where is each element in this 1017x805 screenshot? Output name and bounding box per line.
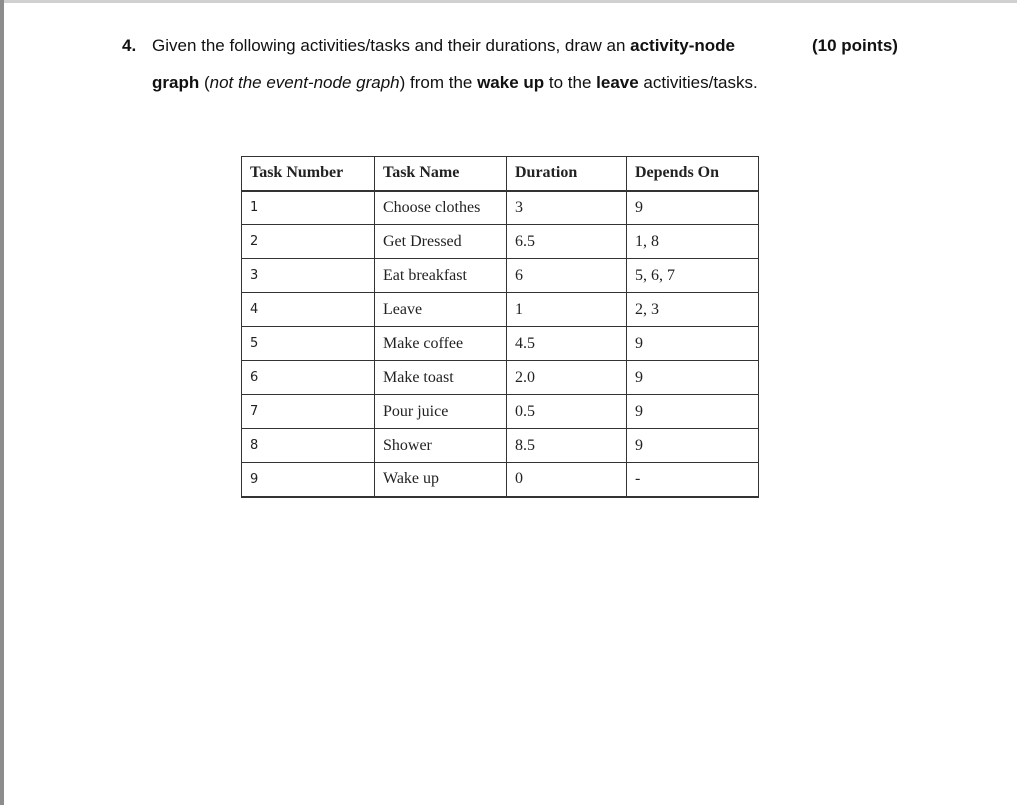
task-depends: 1, 8 xyxy=(627,225,759,259)
question-block xyxy=(122,33,922,107)
question-text-2 xyxy=(152,70,758,96)
table-row xyxy=(242,395,759,429)
task-number: 4 xyxy=(242,293,375,327)
task-duration: 3 xyxy=(507,191,627,225)
question-term-graph: graph xyxy=(152,73,200,92)
task-table xyxy=(241,156,759,498)
question-text-plain: ( xyxy=(199,73,210,92)
task-duration: 1 xyxy=(507,293,627,327)
page-left-border xyxy=(0,0,4,805)
task-duration: 8.5 xyxy=(507,429,627,463)
table-row xyxy=(242,361,759,395)
page-top-border xyxy=(0,0,1017,3)
task-depends: 9 xyxy=(627,191,759,225)
task-number: 6 xyxy=(242,361,375,395)
question-text-plain: activities/tasks. xyxy=(638,73,758,92)
task-depends: 9 xyxy=(627,429,759,463)
task-duration: 0.5 xyxy=(507,395,627,429)
task-name: Get Dressed xyxy=(375,225,507,259)
task-name: Make toast xyxy=(375,361,507,395)
question-text-plain: Given the following activities/tasks and their durations, draw an xyxy=(152,36,631,55)
task-name: Pour juice xyxy=(375,395,507,429)
question-term-leave: leave xyxy=(596,73,639,92)
question-number: 4. xyxy=(122,36,137,55)
table-row xyxy=(242,463,759,497)
task-name: Eat breakfast xyxy=(375,259,507,293)
question-line-2 xyxy=(122,70,922,107)
question-term-wake-up: wake up xyxy=(477,73,545,92)
task-depends: 2, 3 xyxy=(627,293,759,327)
task-depends: 9 xyxy=(627,361,759,395)
task-name: Shower xyxy=(375,429,507,463)
task-duration: 6 xyxy=(507,259,627,293)
task-number: 5 xyxy=(242,327,375,361)
table-header-row xyxy=(242,157,759,191)
task-depends: 5, 6, 7 xyxy=(627,259,759,293)
task-number: 2 xyxy=(242,225,375,259)
task-number: 8 xyxy=(242,429,375,463)
table-row xyxy=(242,259,759,293)
table-row xyxy=(242,429,759,463)
task-number: 7 xyxy=(242,395,375,429)
question-term-activity-node: activity-node xyxy=(630,36,735,55)
header-task-name: Task Name xyxy=(375,157,507,191)
question-text-plain: to the xyxy=(544,73,597,92)
question-text-1 xyxy=(152,33,735,59)
task-number: 9 xyxy=(242,463,375,497)
task-number: 1 xyxy=(242,191,375,225)
header-depends-on: Depends On xyxy=(627,157,759,191)
task-name: Wake up xyxy=(375,463,507,497)
task-name: Make coffee xyxy=(375,327,507,361)
question-points: (10 points) xyxy=(812,36,898,55)
question-note-italic: not the event-node graph xyxy=(209,73,400,92)
task-duration: 0 xyxy=(507,463,627,497)
task-duration: 2.0 xyxy=(507,361,627,395)
header-task-number: Task Number xyxy=(242,157,375,191)
header-duration: Duration xyxy=(507,157,627,191)
task-depends: - xyxy=(627,463,759,497)
task-number: 3 xyxy=(242,259,375,293)
task-name: Choose clothes xyxy=(375,191,507,225)
table-row xyxy=(242,293,759,327)
table-row xyxy=(242,191,759,225)
table-row xyxy=(242,327,759,361)
table-row xyxy=(242,225,759,259)
task-duration: 6.5 xyxy=(507,225,627,259)
task-depends: 9 xyxy=(627,327,759,361)
task-depends: 9 xyxy=(627,395,759,429)
task-name: Leave xyxy=(375,293,507,327)
question-line-1 xyxy=(122,33,922,70)
question-text-plain: ) from the xyxy=(399,73,478,92)
task-duration: 4.5 xyxy=(507,327,627,361)
